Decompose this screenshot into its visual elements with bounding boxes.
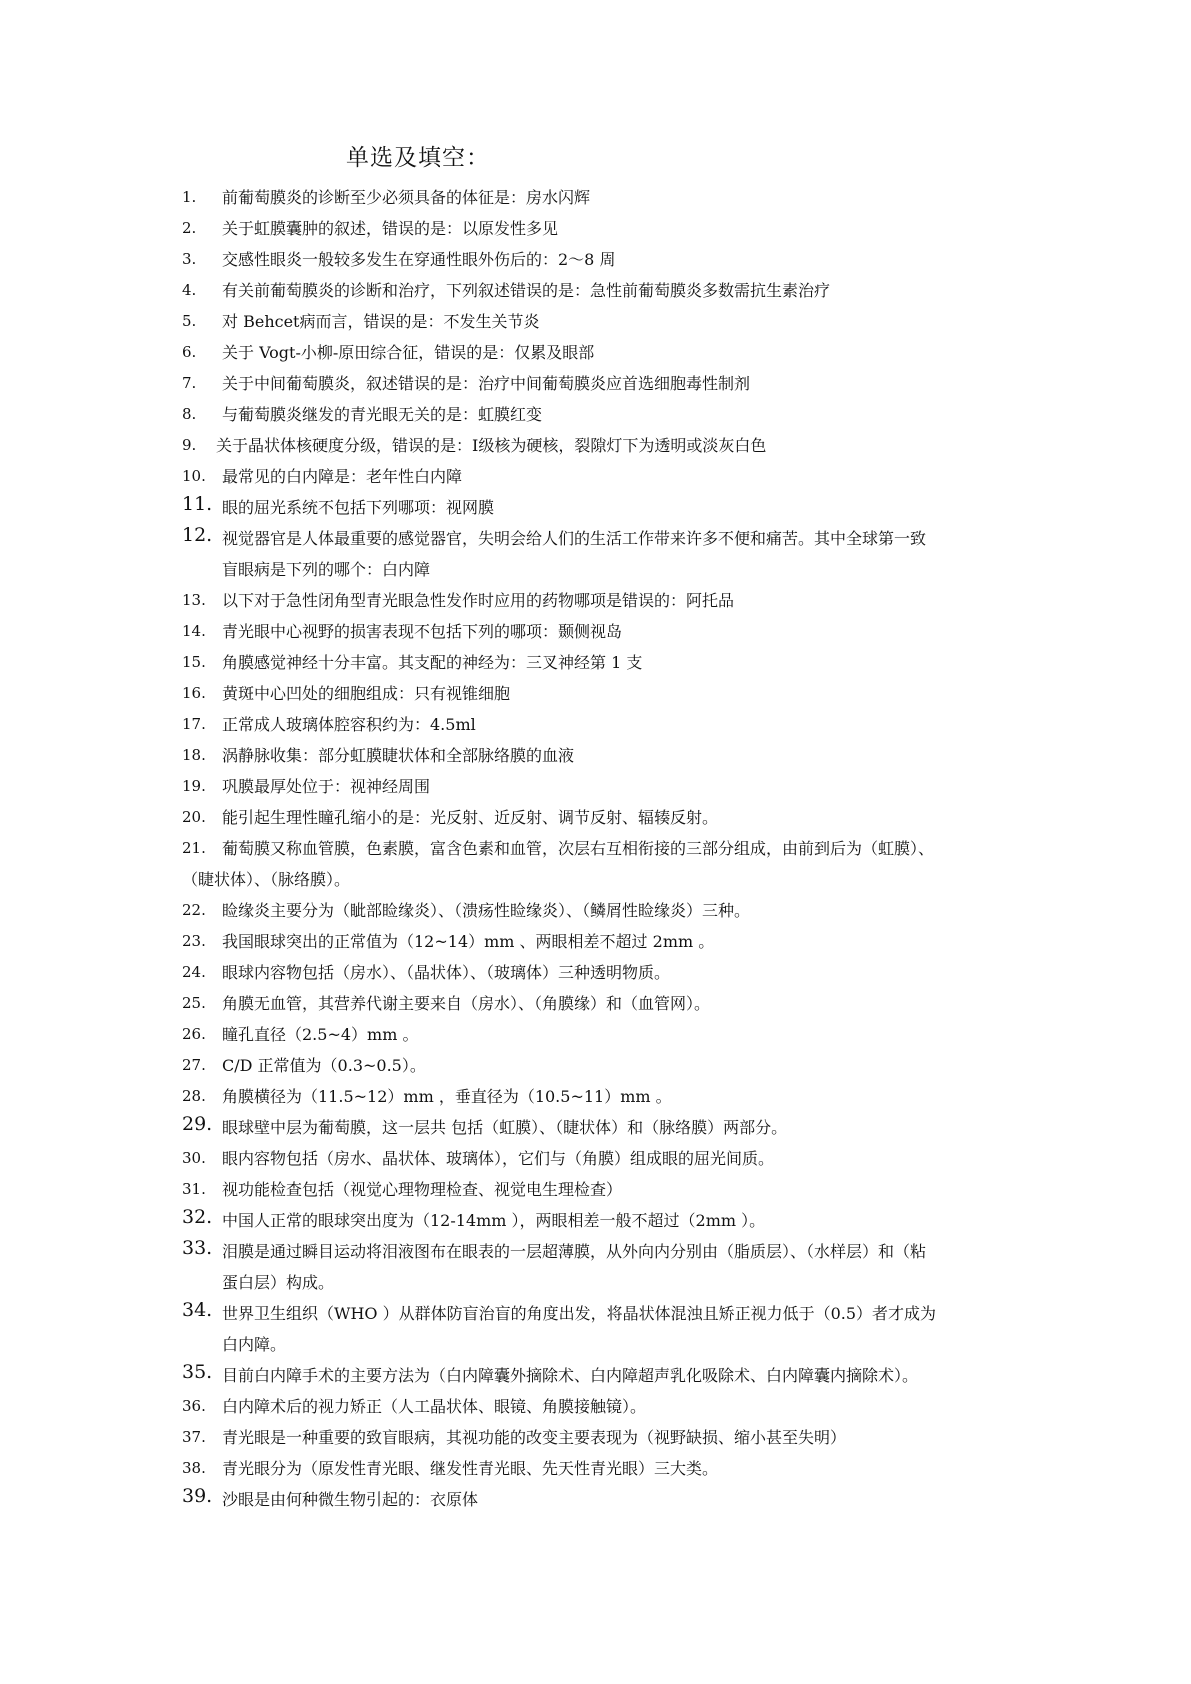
- item-number: 39.: [182, 1485, 213, 1507]
- page-title: 单选及填空：: [346, 145, 490, 171]
- item-number: 20.: [182, 808, 206, 826]
- list-item: [0, 399, 1191, 430]
- item-number: 36.: [182, 1397, 206, 1415]
- item-number: 1.: [182, 188, 197, 206]
- item-number: 25.: [182, 994, 206, 1012]
- item-number: 2.: [182, 219, 197, 237]
- item-number: 27.: [182, 1056, 206, 1074]
- item-number: 35.: [182, 1361, 213, 1383]
- list-item: [0, 771, 1191, 802]
- list-item: [0, 1174, 1191, 1205]
- item-text: 对 Behcet病而言，错误的是：不发生关节炎: [222, 312, 540, 331]
- list-item: [0, 182, 1191, 213]
- item-text: 眼内容物包括（房水、晶状体、玻璃体），它们与（角膜）组成眼的屈光间质。: [222, 1149, 775, 1168]
- item-text: 眼的屈光系统不包括下列哪项：视网膜: [222, 498, 495, 517]
- item-text: C/D 正常值为（0.3~0.5）。: [222, 1056, 426, 1075]
- list-item: [0, 492, 1191, 523]
- item-text: 我国眼球突出的正常值为（12~14）mm 、两眼相差不超过 2mm 。: [222, 932, 715, 951]
- item-text: 能引起生理性瞳孔缩小的是：光反射、近反射、调节反射、辐辏反射。: [222, 808, 719, 827]
- item-text: 青光眼中心视野的损害表现不包括下列的哪项：颞侧视岛: [222, 622, 623, 641]
- item-number: 24.: [182, 963, 206, 981]
- item-number: 7.: [182, 374, 197, 392]
- list-item: [0, 430, 1191, 461]
- item-text: 泪膜是通过瞬目运动将泪液图布在眼表的一层超薄膜，从外向内分别由（脂质层）、（水样层）和（粘: [222, 1242, 927, 1261]
- item-number: 29.: [182, 1113, 213, 1135]
- item-text: 眼球壁中层为葡萄膜，这一层共 包括（虹膜）、（睫状体）和（脉络膜）两部分。: [222, 1118, 788, 1137]
- list-item: [0, 1081, 1191, 1112]
- item-number: 23.: [182, 932, 206, 950]
- item-text: 青光眼分为（原发性青光眼、继发性青光眼、先天性青光眼）三大类。: [222, 1459, 719, 1478]
- item-number: 26.: [182, 1025, 206, 1043]
- list-item: [0, 988, 1191, 1019]
- item-number: 9.: [182, 436, 197, 454]
- list-item: [0, 306, 1191, 337]
- item-text: 前葡萄膜炎的诊断至少必须具备的体征是：房水闪辉: [222, 188, 591, 207]
- item-text: 关于 Vogt-小柳-原田综合征，错误的是：仅累及眼部: [222, 343, 595, 362]
- item-text-continued: 白内障。: [222, 1335, 287, 1354]
- list-item: [0, 1019, 1191, 1050]
- item-number: 30.: [182, 1149, 206, 1167]
- item-text: 视觉器官是人体最重要的感觉器官，失明会给人们的生活工作带来许多不便和痛苦。其中全球第一致: [222, 529, 927, 548]
- list-item: [0, 926, 1191, 957]
- item-text: 黄斑中心凹处的细胞组成：只有视锥细胞: [222, 684, 511, 703]
- item-number: 17.: [182, 715, 206, 733]
- list-item: [0, 1236, 1191, 1298]
- item-text-continued: （睫状体）、（脉络膜）。: [182, 870, 351, 889]
- item-number: 32.: [182, 1206, 213, 1228]
- list-item: [0, 1422, 1191, 1453]
- list-item: [0, 709, 1191, 740]
- list-item: [0, 213, 1191, 244]
- item-number: 18.: [182, 746, 206, 764]
- item-text: 以下对于急性闭角型青光眼急性发作时应用的药物哪项是错误的：阿托品: [222, 591, 735, 610]
- list-item: [0, 802, 1191, 833]
- item-number: 5.: [182, 312, 197, 330]
- item-text: 有关前葡萄膜炎的诊断和治疗，下列叙述错误的是：急性前葡萄膜炎多数需抗生素治疗: [222, 281, 831, 300]
- item-text: 世界卫生组织（WHO ）从群体防盲治盲的角度出发，将晶状体混浊且矫正视力低于（0.5）者才成为: [222, 1304, 937, 1323]
- item-text-continued: 蛋白层）构成。: [222, 1273, 335, 1292]
- list-item: [0, 957, 1191, 988]
- item-text: 涡静脉收集：部分虹膜睫状体和全部脉络膜的血液: [222, 746, 575, 765]
- item-text: 葡萄膜又称血管膜，色素膜，富含色素和血管，次层右互相衔接的三部分组成，由前到后为（虹膜）、: [222, 839, 935, 858]
- list-item: [0, 1298, 1191, 1360]
- item-number: 19.: [182, 777, 206, 795]
- item-text: 瞳孔直径（2.5~4）mm 。: [222, 1025, 419, 1044]
- item-number: 37.: [182, 1428, 206, 1446]
- item-text: 角膜无血管，其营养代谢主要来自（房水）、（角膜缘）和（血管网）。: [222, 994, 711, 1013]
- item-number: 28.: [182, 1087, 206, 1105]
- item-text: 关于虹膜囊肿的叙述，错误的是：以原发性多见: [222, 219, 559, 238]
- item-number: 38.: [182, 1459, 206, 1477]
- list-item: [0, 895, 1191, 926]
- item-number: 22.: [182, 901, 206, 919]
- item-text: 视功能检查包括（视觉心理物理检查、视觉电生理检查）: [222, 1180, 623, 1199]
- list-item: [0, 678, 1191, 709]
- item-number: 16.: [182, 684, 206, 702]
- item-text: 最常见的白内障是：老年性白内障: [222, 467, 463, 486]
- item-number: 8.: [182, 405, 197, 423]
- item-text: 巩膜最厚处位于：视神经周围: [222, 777, 431, 796]
- list-item: [0, 523, 1191, 585]
- item-number: 6.: [182, 343, 197, 361]
- list-item: [0, 1484, 1191, 1515]
- item-text: 与葡萄膜炎继发的青光眼无关的是：虹膜红变: [222, 405, 543, 424]
- list-item: [0, 1050, 1191, 1081]
- item-number: 10.: [182, 467, 206, 485]
- item-text: 正常成人玻璃体腔容积约为：4.5ml: [222, 715, 476, 734]
- item-number: 3.: [182, 250, 197, 268]
- item-text-continued: 盲眼病是下列的哪个：白内障: [222, 560, 431, 579]
- item-text: 角膜横径为（11.5~12）mm ，垂直径为（10.5~11）mm 。: [222, 1087, 672, 1106]
- list-item: [0, 585, 1191, 616]
- list-item: [0, 833, 1191, 895]
- list-item: [0, 337, 1191, 368]
- list-item: [0, 244, 1191, 275]
- list-item: [0, 1360, 1191, 1391]
- item-number: 34.: [182, 1299, 213, 1321]
- list-item: [0, 1205, 1191, 1236]
- item-text: 目前白内障手术的主要方法为（白内障囊外摘除术、白内障超声乳化吸除术、白内障囊内摘除术）。: [222, 1366, 919, 1385]
- list-item: [0, 647, 1191, 678]
- list-item: [0, 368, 1191, 399]
- item-text: 青光眼是一种重要的致盲眼病，其视功能的改变主要表现为（视野缺损、缩小甚至失明）: [222, 1428, 847, 1447]
- item-text: 交感性眼炎一般较多发生在穿通性眼外伤后的：2～8 周: [222, 250, 616, 269]
- item-text: 角膜感觉神经十分丰富。其支配的神经为：三叉神经第 1 支: [222, 653, 643, 672]
- item-number: 12.: [182, 524, 213, 546]
- item-text: 白内障术后的视力矫正（人工晶状体、眼镜、角膜接触镜）。: [222, 1397, 647, 1416]
- list-item: [0, 1143, 1191, 1174]
- list-item: [0, 1391, 1191, 1422]
- list-item: [0, 461, 1191, 492]
- item-text: 睑缘炎主要分为（眦部睑缘炎）、（溃疡性睑缘炎）、（鳞屑性睑缘炎）三种。: [222, 901, 751, 920]
- list-item: [0, 275, 1191, 306]
- item-text: 关于中间葡萄膜炎，叙述错误的是：治疗中间葡萄膜炎应首选细胞毒性制剂: [222, 374, 751, 393]
- item-number: 21.: [182, 839, 206, 857]
- item-text: 眼球内容物包括（房水）、（晶状体）、（玻璃体）三种透明物质。: [222, 963, 671, 982]
- list-item: [0, 1112, 1191, 1143]
- list-item: [0, 740, 1191, 771]
- list-item: [0, 616, 1191, 647]
- list-item: [0, 1453, 1191, 1484]
- item-number: 14.: [182, 622, 206, 640]
- item-number: 4.: [182, 281, 197, 299]
- question-list: [0, 182, 1191, 1515]
- item-text: 沙眼是由何种微生物引起的：衣原体: [222, 1490, 479, 1509]
- item-text: 关于晶状体核硬度分级，错误的是：Ⅰ级核为硬核，裂隙灯下为透明或淡灰白色: [216, 436, 767, 455]
- item-number: 31.: [182, 1180, 206, 1198]
- item-text: 中国人正常的眼球突出度为（12-14mm ），两眼相差一般不超过（2mm ）。: [222, 1211, 766, 1230]
- item-number: 11.: [182, 493, 213, 515]
- item-number: 33.: [182, 1237, 213, 1259]
- item-number: 13.: [182, 591, 206, 609]
- item-number: 15.: [182, 653, 206, 671]
